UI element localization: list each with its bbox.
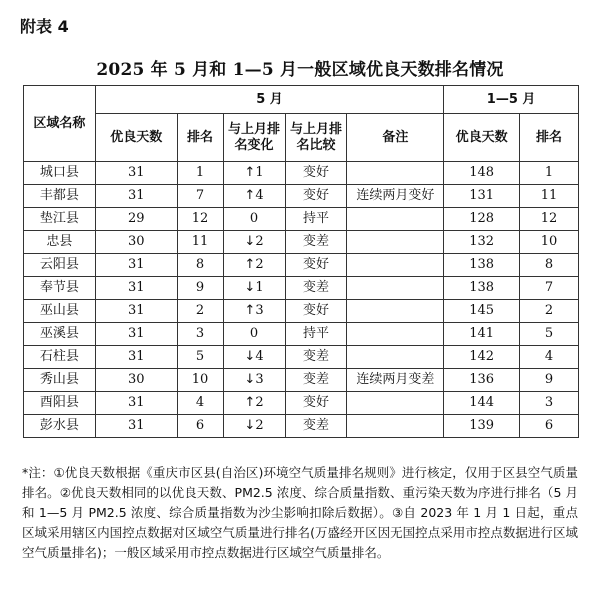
good-days-cell: 31 (95, 323, 177, 346)
page-title: 2025 年 5 月和 1—5 月一般区域优良天数排名情况 (96, 60, 504, 80)
region-cell: 巫溪县 (24, 323, 96, 346)
good-days-cell: 31 (95, 162, 177, 185)
ytd-rank-cell: 3 (520, 392, 579, 415)
table-row (24, 185, 579, 208)
region-cell: 巫山县 (24, 300, 96, 323)
rank-change-cell (223, 277, 285, 300)
rank-change-cell (223, 300, 285, 323)
rank-change-value: 3 (255, 303, 264, 318)
rank-direction-icon: ↑ (244, 165, 256, 180)
remark-cell (347, 162, 444, 185)
compare-cell: 变好 (285, 162, 347, 185)
rank-cell: 6 (177, 415, 223, 438)
table-row (24, 300, 579, 323)
remark-cell (347, 208, 444, 231)
header-rank-change: 与上月排名变化 (223, 114, 285, 162)
region-cell: 丰都县 (24, 185, 96, 208)
rank-change-value: 2 (255, 395, 264, 410)
header-good-days-ytd: 优良天数 (444, 114, 520, 162)
ytd-days-cell: 128 (444, 208, 520, 231)
region-cell: 奉节县 (24, 277, 96, 300)
remark-cell (347, 323, 444, 346)
good-days-cell: 31 (95, 185, 177, 208)
compare-cell: 变好 (285, 300, 347, 323)
rank-direction-icon: ↑ (244, 303, 256, 318)
appendix-label: 附表 4 (20, 17, 69, 36)
compare-cell: 变差 (285, 415, 347, 438)
good-days-cell: 31 (95, 300, 177, 323)
rank-direction-icon: ↑ (244, 188, 256, 203)
table-row (24, 254, 579, 277)
region-cell: 垫江县 (24, 208, 96, 231)
good-days-cell: 31 (95, 415, 177, 438)
ytd-rank-cell: 2 (520, 300, 579, 323)
footnote: *注：①优良天数根据《重庆市区县(自治区)环境空气质量排名规则》进行核定，仅用于区县空气质量排名。②优良天数相同的以优良天数、PM2.5 浓度、综合质量指数、重污染天数为序进行排名（5 月和 1—5 月 PM2.5 浓度、综合质量指数为沙尘影响扣除后数据）。③自 2023 年 1 月 1 日起，重点区域采用辖区内国控点数据对区域空气质量进行排名(万盛经开区因无国控点采用市控点数据进行区域空气质量排名)；一般区域采用市控点数据进行区域空气质量排名。 (22, 465, 578, 560)
rank-cell: 3 (177, 323, 223, 346)
rank-change-value: 1 (255, 280, 264, 295)
table-row (24, 208, 579, 231)
remark-cell (347, 300, 444, 323)
rank-direction-icon: ↑ (244, 395, 256, 410)
table-row (24, 369, 579, 392)
ytd-days-cell: 148 (444, 162, 520, 185)
good-days-cell: 31 (95, 392, 177, 415)
ytd-days-cell: 139 (444, 415, 520, 438)
good-days-cell: 31 (95, 277, 177, 300)
ytd-days-cell: 141 (444, 323, 520, 346)
table-row (24, 323, 579, 346)
ranking-table (23, 85, 579, 438)
good-days-cell: 30 (95, 369, 177, 392)
header-may-group: 5 月 (95, 86, 443, 114)
rank-cell: 8 (177, 254, 223, 277)
good-days-cell: 29 (95, 208, 177, 231)
region-cell: 云阳县 (24, 254, 96, 277)
rank-change-value: 0 (249, 326, 259, 341)
region-cell: 忠县 (24, 231, 96, 254)
compare-cell: 变好 (285, 254, 347, 277)
ytd-rank-cell: 4 (520, 346, 579, 369)
remark-cell: 连续两月变差 (347, 369, 444, 392)
rank-cell: 10 (177, 369, 223, 392)
remark-cell (347, 392, 444, 415)
header-rank-ytd: 排名 (520, 114, 579, 162)
remark-cell (347, 346, 444, 369)
table-row (24, 277, 579, 300)
ytd-rank-cell: 8 (520, 254, 579, 277)
table-row (24, 415, 579, 438)
good-days-cell: 31 (95, 346, 177, 369)
rank-change-cell (223, 369, 285, 392)
rank-direction-icon: ↑ (244, 257, 256, 272)
header-remarks: 备注 (347, 114, 444, 162)
compare-cell: 持平 (285, 208, 347, 231)
table-body (24, 162, 579, 438)
rank-cell: 4 (177, 392, 223, 415)
header-compare: 与上月排名比较 (285, 114, 347, 162)
ytd-days-cell: 144 (444, 392, 520, 415)
header-good-days: 优良天数 (95, 114, 177, 162)
rank-change-cell (223, 208, 285, 231)
table-row (24, 231, 579, 254)
rank-change-cell (223, 346, 285, 369)
region-cell: 彭水县 (24, 415, 96, 438)
compare-cell: 变好 (285, 185, 347, 208)
ytd-rank-cell: 6 (520, 415, 579, 438)
rank-cell: 5 (177, 346, 223, 369)
compare-cell: 变差 (285, 369, 347, 392)
rank-change-cell (223, 162, 285, 185)
rank-change-value: 4 (255, 188, 264, 203)
rank-change-cell (223, 392, 285, 415)
ytd-days-cell: 131 (444, 185, 520, 208)
rank-direction-icon: ↓ (244, 280, 256, 295)
header-jan-may-group: 1—5 月 (444, 86, 579, 114)
table-row (24, 162, 579, 185)
rank-change-cell (223, 185, 285, 208)
ytd-days-cell: 136 (444, 369, 520, 392)
remark-cell (347, 231, 444, 254)
rank-change-cell (223, 323, 285, 346)
remark-cell (347, 415, 444, 438)
rank-change-value: 2 (255, 257, 264, 272)
header-region: 区域名称 (24, 86, 96, 162)
compare-cell: 持平 (285, 323, 347, 346)
region-cell: 石柱县 (24, 346, 96, 369)
rank-direction-icon: ↓ (244, 234, 256, 249)
table-row (24, 392, 579, 415)
ytd-rank-cell: 10 (520, 231, 579, 254)
remark-cell (347, 254, 444, 277)
rank-change-value: 2 (255, 418, 264, 433)
compare-cell: 变好 (285, 392, 347, 415)
rank-cell: 12 (177, 208, 223, 231)
ytd-rank-cell: 11 (520, 185, 579, 208)
rank-cell: 7 (177, 185, 223, 208)
rank-change-value: 1 (255, 165, 264, 180)
rank-direction-icon: ↓ (244, 418, 256, 433)
ytd-days-cell: 142 (444, 346, 520, 369)
ytd-days-cell: 138 (444, 277, 520, 300)
rank-change-value: 4 (255, 349, 264, 364)
ytd-rank-cell: 5 (520, 323, 579, 346)
rank-cell: 2 (177, 300, 223, 323)
compare-cell: 变差 (285, 231, 347, 254)
rank-cell: 9 (177, 277, 223, 300)
ytd-rank-cell: 12 (520, 208, 579, 231)
region-cell: 秀山县 (24, 369, 96, 392)
ytd-rank-cell: 9 (520, 369, 579, 392)
ytd-days-cell: 138 (444, 254, 520, 277)
header-rank: 排名 (177, 114, 223, 162)
ytd-rank-cell: 1 (520, 162, 579, 185)
rank-cell: 1 (177, 162, 223, 185)
table-row (24, 346, 579, 369)
region-cell: 城口县 (24, 162, 96, 185)
rank-cell: 11 (177, 231, 223, 254)
rank-change-cell (223, 231, 285, 254)
rank-change-value: 0 (249, 211, 259, 226)
compare-cell: 变差 (285, 277, 347, 300)
ytd-rank-cell: 7 (520, 277, 579, 300)
compare-cell: 变差 (285, 346, 347, 369)
good-days-cell: 31 (95, 254, 177, 277)
region-cell: 酉阳县 (24, 392, 96, 415)
ytd-days-cell: 145 (444, 300, 520, 323)
rank-change-cell (223, 254, 285, 277)
rank-change-cell (223, 415, 285, 438)
rank-direction-icon: ↓ (244, 372, 256, 387)
good-days-cell: 30 (95, 231, 177, 254)
rank-change-value: 2 (255, 234, 264, 249)
remark-cell: 连续两月变好 (347, 185, 444, 208)
rank-direction-icon: ↓ (244, 349, 256, 364)
ytd-days-cell: 132 (444, 231, 520, 254)
rank-change-value: 3 (255, 372, 264, 387)
remark-cell (347, 277, 444, 300)
